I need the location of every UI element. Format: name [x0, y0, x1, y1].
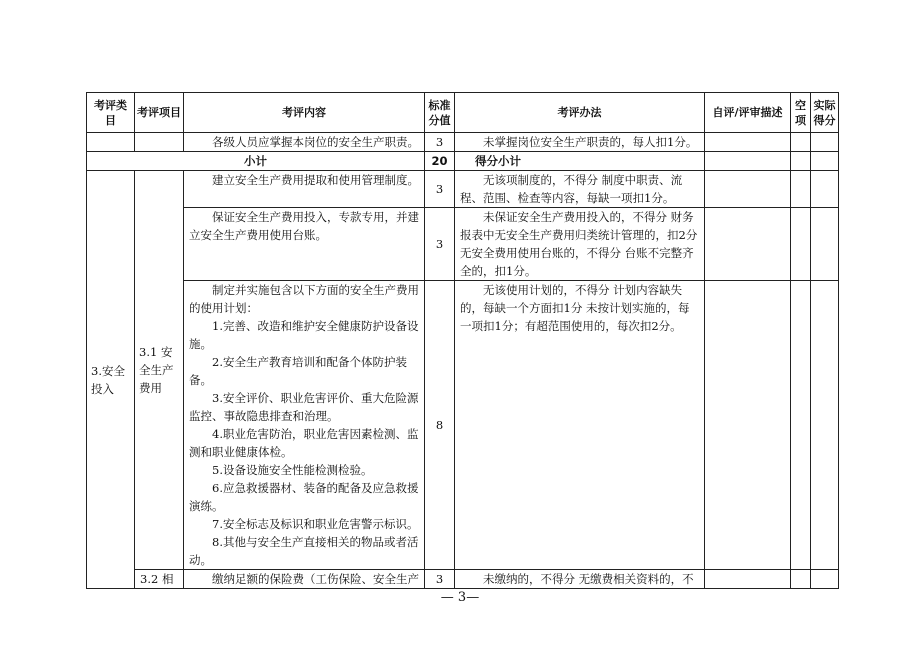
page-number: — 3— [440, 590, 480, 605]
header-self-review: 自评/评审描述 [705, 93, 791, 133]
header-actual: 实际得分 [811, 93, 839, 133]
list-item: 1.完善、改造和维护安全健康防护设备设施。 [189, 319, 419, 351]
method-cell: 无该项制度的，不得分 制度中职责、流程、范围、检查等内容，每缺一项扣1分。 [455, 171, 705, 208]
header-method: 考评办法 [455, 93, 705, 133]
content-cell: 各级人员应掌握本岗位的安全生产职责。 [184, 133, 425, 152]
list-item: 6.应急救援器材、装备的配备及应急救援演练。 [189, 481, 419, 513]
table-row [87, 171, 839, 208]
score-cell: 8 [425, 281, 455, 570]
subtotal-row [87, 152, 839, 171]
subtotal-method: 得分小计 [455, 152, 705, 171]
method-cell: 无该使用计划的，不得分 计划内容缺失的，每缺一个方面扣1分 未按计划实施的，每一项扣1分；有超范围使用的，每次扣2分。 [455, 281, 705, 570]
method-cell: 未保证安全生产费用投入的，不得分 财务报表中无安全生产费用归类统计管理的，扣2分 无安全费用使用台账的，不得分 台账不完整齐全的，扣1分。 [455, 208, 705, 281]
list-item: 2.安全生产教育培训和配备个体防护装备。 [189, 355, 407, 387]
content-intro: 制定并实施包含以下方面的安全生产费用的使用计划： [189, 283, 419, 315]
content-cell: 建立安全生产费用提取和使用管理制度。 [184, 171, 425, 208]
list-item: 7.安全标志及标识和职业危害警示标识。 [212, 517, 419, 531]
header-content: 考评内容 [184, 93, 425, 133]
score-cell: 3 [425, 133, 455, 152]
table-row [87, 133, 839, 152]
content-cell: 保证安全生产费用投入，专款专用，并建立安全生产费用使用台账。 [184, 208, 425, 281]
item-cell: 3.1 安全生产费用 [135, 171, 184, 570]
evaluation-table [86, 92, 839, 589]
method-cell: 未缴纳的，不得分 无缴费相关资料的，不 [455, 570, 705, 589]
subtotal-label: 小计 [87, 152, 425, 171]
header-row [87, 93, 839, 133]
header-score: 标准分值 [425, 93, 455, 133]
table-row [87, 281, 839, 570]
list-item: 5.设备设施安全性能检测检验。 [212, 463, 373, 477]
list-item: 4.职业危害防治，职业危害因素检测、监测和职业健康体检。 [189, 427, 419, 459]
list-item: 3.安全评价、职业危害评价、重大危险源监控、事故隐患排查和治理。 [189, 391, 419, 423]
header-item: 考评项目 [135, 93, 184, 133]
table-row [87, 208, 839, 281]
content-cell [184, 281, 425, 570]
table-row [87, 570, 839, 589]
item-cell: 3.2 相 [135, 570, 184, 589]
header-blank: 空项 [791, 93, 811, 133]
score-cell: 3 [425, 171, 455, 208]
list-item: 8.其他与安全生产直接相关的物品或者活动。 [189, 535, 419, 567]
score-cell: 3 [425, 570, 455, 589]
category-cell: 3.安全投入 [87, 171, 135, 589]
subtotal-score: 20 [425, 152, 455, 171]
score-cell: 3 [425, 208, 455, 281]
method-cell: 未掌握岗位安全生产职责的，每人扣1分。 [455, 133, 705, 152]
content-cell: 缴纳足额的保险费（工伤保险、安全生产 [184, 570, 425, 589]
header-category: 考评类目 [87, 93, 135, 133]
